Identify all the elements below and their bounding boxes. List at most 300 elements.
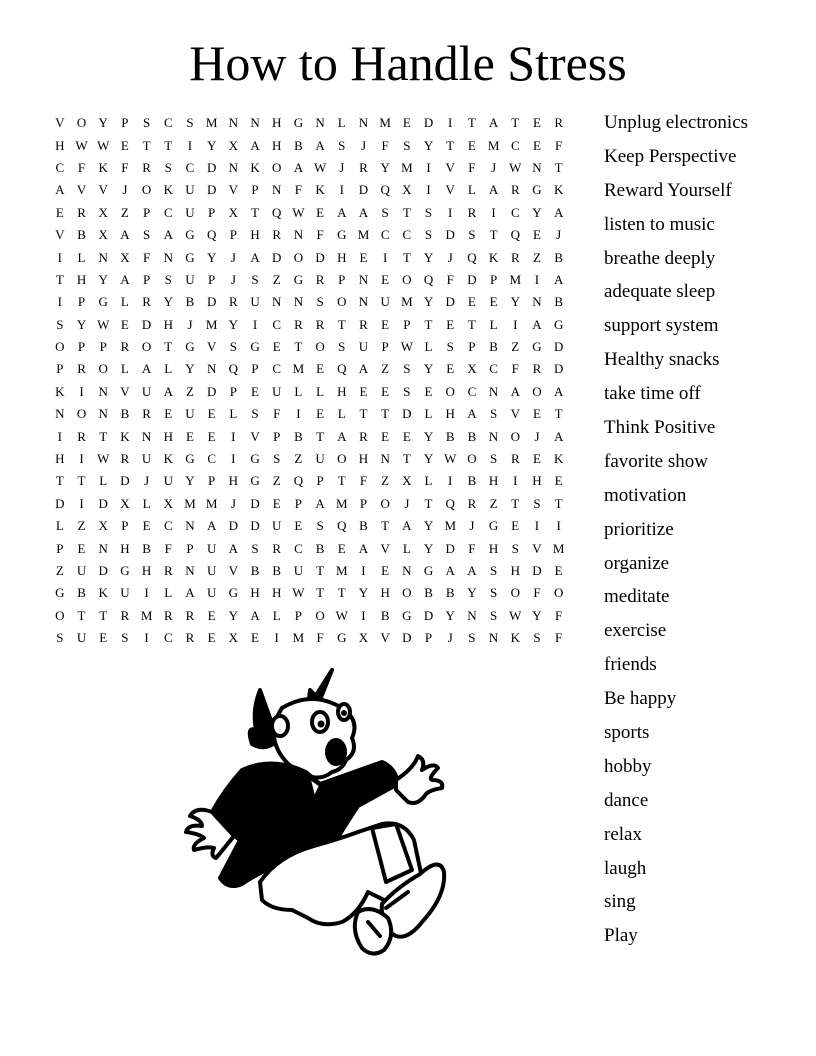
grid-letter: P xyxy=(251,361,259,377)
grid-letter: F xyxy=(381,137,389,153)
grid-letter: N xyxy=(163,249,173,265)
grid-letter: E xyxy=(381,563,390,578)
grid-letter: T xyxy=(446,137,455,153)
grid-letter: T xyxy=(402,204,411,220)
grid-letter: P xyxy=(56,361,64,377)
grid-letter: U xyxy=(380,294,390,310)
grid-letter: S xyxy=(533,495,541,511)
grid-letter: U xyxy=(206,563,217,578)
word-list-item: sing xyxy=(604,891,636,913)
grid-letter: P xyxy=(229,227,237,243)
grid-letter: V xyxy=(380,540,390,556)
grid-letter: Q xyxy=(445,495,455,511)
grid-row xyxy=(49,358,570,380)
grid-letter: J xyxy=(144,473,150,489)
grid-letter: R xyxy=(77,361,86,377)
grid-letter: D xyxy=(402,406,412,422)
grid-letter: F xyxy=(273,406,281,422)
grid-letter: A xyxy=(206,518,217,534)
grid-letter: C xyxy=(380,227,390,243)
grid-letter: M xyxy=(357,227,370,243)
grid-letter: N xyxy=(488,428,499,444)
grid-letter: R xyxy=(163,607,173,623)
grid-letter: B xyxy=(424,585,433,601)
grid-letter: N xyxy=(55,406,65,422)
grid-letter: W xyxy=(292,585,305,601)
grid-letter: F xyxy=(555,137,563,153)
grid-letter: C xyxy=(467,383,477,399)
grid-row xyxy=(49,605,570,627)
word-list-item: exercise xyxy=(604,620,667,642)
grid-letter: P xyxy=(381,339,389,355)
grid-letter: S xyxy=(251,271,259,287)
grid-letter: H xyxy=(510,563,520,578)
grid-letter: L xyxy=(120,294,129,310)
grid-letter: H xyxy=(445,406,455,422)
grid-letter: D xyxy=(98,495,108,511)
grid-letter: E xyxy=(381,271,390,287)
grid-letter: M xyxy=(552,540,565,556)
grid-letter: G xyxy=(250,451,260,467)
grid-letter: H xyxy=(163,316,173,332)
grid-letter: F xyxy=(121,159,129,175)
grid-letter: D xyxy=(206,159,217,175)
grid-letter: Z xyxy=(185,383,194,399)
grid-letter: K xyxy=(98,159,108,175)
grid-letter: H xyxy=(380,585,390,601)
grid-letter: B xyxy=(467,428,477,444)
grid-letter: A xyxy=(293,159,304,175)
grid-letter: N xyxy=(185,518,195,534)
grid-letter: E xyxy=(77,540,86,556)
grid-letter: D xyxy=(315,249,325,265)
grid-letter: E xyxy=(207,428,216,444)
grid-letter: R xyxy=(359,316,368,332)
grid-letter: J xyxy=(339,159,345,175)
grid-letter: I xyxy=(534,518,540,534)
grid-letter: E xyxy=(99,630,108,646)
grid-letter: N xyxy=(467,607,477,623)
grid-letter: L xyxy=(164,585,173,601)
grid-letter: K xyxy=(553,451,564,467)
grid-letter: U xyxy=(141,383,152,399)
grid-letter: N xyxy=(315,115,325,131)
grid-letter: B xyxy=(272,563,282,578)
grid-letter: N xyxy=(98,540,108,556)
grid-letter: S xyxy=(229,339,237,355)
grid-letter: S xyxy=(142,115,151,131)
grid-letter: L xyxy=(120,361,129,377)
grid-letter: B xyxy=(142,540,151,556)
grid-letter: V xyxy=(206,339,217,355)
grid-letter: B xyxy=(120,406,130,422)
grid-letter: B xyxy=(489,339,498,355)
grid-letter: D xyxy=(55,495,65,511)
grid-letter: E xyxy=(532,115,541,131)
grid-letter: P xyxy=(99,339,107,355)
grid-letter: G xyxy=(228,585,239,601)
grid-letter: R xyxy=(163,563,173,578)
grid-letter: L xyxy=(294,383,303,399)
grid-letter: F xyxy=(294,182,303,198)
grid-letter: H xyxy=(250,585,260,601)
grid-letter: A xyxy=(163,227,173,243)
grid-letter: V xyxy=(55,115,65,131)
grid-letter: N xyxy=(293,227,304,243)
grid-letter: M xyxy=(444,518,456,534)
grid-letter: A xyxy=(315,137,325,153)
grid-letter: N xyxy=(228,115,239,131)
grid-letter: E xyxy=(424,383,433,399)
grid-letter: O xyxy=(467,451,477,467)
word-list-item: Keep Perspective xyxy=(604,145,737,167)
grid-letter: R xyxy=(510,451,520,467)
grid-letter: H xyxy=(272,115,282,131)
grid-letter: T xyxy=(77,607,86,623)
grid-letter: I xyxy=(513,473,518,489)
grid-letter: G xyxy=(337,227,347,243)
grid-letter: C xyxy=(510,204,520,220)
grid-letter: E xyxy=(120,316,129,332)
grid-letter: I xyxy=(57,294,63,310)
grid-letter: Y xyxy=(423,294,434,310)
grid-letter: G xyxy=(532,182,542,198)
grid-letter: D xyxy=(445,540,455,556)
grid-letter: Y xyxy=(185,361,195,377)
grid-letter: H xyxy=(337,383,347,399)
grid-letter: S xyxy=(468,227,476,243)
grid-letter: E xyxy=(185,428,194,444)
word-list xyxy=(604,110,748,957)
grid-letter: R xyxy=(120,451,130,467)
grid-letter: T xyxy=(467,316,476,332)
grid-letter: H xyxy=(532,473,542,489)
grid-letter: Y xyxy=(423,428,434,444)
stressed-man-illustration xyxy=(182,660,457,960)
grid-row xyxy=(49,269,570,291)
grid-letter: B xyxy=(294,137,303,153)
grid-letter: O xyxy=(55,339,65,355)
grid-letter: L xyxy=(55,518,64,534)
grid-letter: A xyxy=(553,204,564,220)
word-list-item: take time off xyxy=(604,383,701,405)
grid-letter: H xyxy=(272,137,282,153)
grid-letter: R xyxy=(315,271,325,287)
grid-letter: E xyxy=(337,540,346,556)
grid-letter: Q xyxy=(272,204,282,220)
grid-letter: X xyxy=(120,249,130,265)
grid-letter: R xyxy=(272,227,282,243)
grid-letter: T xyxy=(424,316,433,332)
grid-letter: Z xyxy=(272,271,281,287)
grid-letter: I xyxy=(534,271,540,287)
grid-letter: Z xyxy=(77,518,86,534)
grid-letter: P xyxy=(56,540,64,556)
word-list-item: prioritize xyxy=(604,518,674,540)
grid-letter: R xyxy=(77,204,86,220)
grid-letter: L xyxy=(99,473,108,489)
grid-letter: D xyxy=(120,473,130,489)
grid-letter: E xyxy=(207,630,216,646)
grid-letter: F xyxy=(316,630,324,646)
grid-letter: D xyxy=(532,563,542,578)
grid-letter: Z xyxy=(55,563,64,578)
grid-letter: C xyxy=(163,630,173,646)
grid-letter: Q xyxy=(467,249,477,265)
grid-letter: E xyxy=(164,406,173,422)
grid-letter: M xyxy=(184,495,196,511)
grid-letter: P xyxy=(403,316,411,332)
grid-letter: V xyxy=(510,406,520,422)
grid-row xyxy=(49,246,570,268)
grid-letter: T xyxy=(402,451,411,467)
grid-letter: T xyxy=(467,115,476,131)
word-list-item: Healthy snacks xyxy=(604,349,720,371)
grid-letter: P xyxy=(359,495,368,511)
grid-letter: F xyxy=(468,540,476,556)
grid-letter: U xyxy=(272,518,282,534)
grid-letter: C xyxy=(163,204,173,220)
grid-letter: R xyxy=(77,428,86,444)
grid-letter: Z xyxy=(294,451,303,467)
grid-letter: G xyxy=(337,630,347,646)
grid-letter: L xyxy=(424,406,433,422)
grid-letter: W xyxy=(509,159,522,175)
grid-letter: L xyxy=(272,607,281,623)
grid-letter: Y xyxy=(98,115,108,131)
grid-letter: E xyxy=(532,227,541,243)
grid-letter: Q xyxy=(380,182,390,198)
grid-letter: I xyxy=(448,115,453,131)
word-list-item: organize xyxy=(604,552,670,574)
grid-letter: R xyxy=(142,294,151,310)
grid-letter: U xyxy=(272,383,282,399)
grid-letter: O xyxy=(293,249,304,265)
grid-letter: F xyxy=(555,630,563,646)
grid-letter: A xyxy=(337,204,347,220)
grid-letter: U xyxy=(250,294,260,310)
grid-letter: W xyxy=(509,607,522,623)
grid-letter: F xyxy=(77,159,86,175)
grid-letter: N xyxy=(98,406,108,422)
grid-letter: N xyxy=(532,294,542,310)
grid-letter: R xyxy=(120,607,130,623)
grid-letter: D xyxy=(98,563,108,578)
grid-letter: S xyxy=(164,159,172,175)
grid-letter: Z xyxy=(532,249,541,265)
grid-letter: Y xyxy=(76,316,87,332)
grid-letter: A xyxy=(141,361,152,377)
grid-letter: Q xyxy=(337,361,347,377)
grid-letter: E xyxy=(272,339,281,355)
word-list-item: dance xyxy=(604,789,649,811)
grid-letter: D xyxy=(250,495,260,511)
grid-letter: M xyxy=(379,115,391,131)
grid-letter: W xyxy=(97,451,110,467)
grid-letter: I xyxy=(339,182,344,198)
grid-letter: U xyxy=(185,204,195,220)
grid-letter: N xyxy=(228,159,239,175)
grid-letter: S xyxy=(424,204,433,220)
grid-letter: F xyxy=(468,159,476,175)
grid-letter: C xyxy=(207,451,216,467)
grid-letter: S xyxy=(489,607,498,623)
grid-letter: C xyxy=(163,115,173,131)
grid-letter: N xyxy=(488,383,499,399)
grid-letter: G xyxy=(185,451,195,467)
grid-letter: R xyxy=(532,361,542,377)
grid-letter: G xyxy=(293,271,304,287)
grid-letter: Z xyxy=(489,495,498,511)
grid-letter: O xyxy=(141,182,152,198)
grid-letter: R xyxy=(359,428,368,444)
grid-letter: N xyxy=(488,630,499,646)
grid-letter: C xyxy=(55,159,65,175)
grid-letter: N xyxy=(272,182,282,198)
grid-letter: J xyxy=(534,428,540,444)
grid-letter: W xyxy=(97,137,110,153)
word-list-item: laugh xyxy=(604,857,647,879)
grid-letter: E xyxy=(554,473,563,489)
grid-letter: H xyxy=(76,271,87,287)
grid-letter: H xyxy=(228,473,239,489)
grid-letter: Z xyxy=(381,473,390,489)
grid-letter: J xyxy=(447,249,453,265)
grid-letter: R xyxy=(510,182,520,198)
grid-letter: O xyxy=(76,406,87,422)
grid-letter: D xyxy=(467,271,477,287)
grid-letter: I xyxy=(144,585,149,601)
grid-letter: Y xyxy=(185,473,195,489)
grid-letter: J xyxy=(404,495,410,511)
grid-letter: P xyxy=(77,339,86,355)
grid-letter: K xyxy=(553,182,564,198)
grid-letter: V xyxy=(120,383,130,399)
grid-letter: P xyxy=(121,518,129,534)
grid-letter: U xyxy=(358,339,369,355)
grid-letter: B xyxy=(294,428,303,444)
grid-letter: H xyxy=(141,563,152,578)
page-title: How to Handle Stress xyxy=(189,35,627,91)
grid-letter: D xyxy=(445,294,455,310)
grid-letter: K xyxy=(163,451,173,467)
grid-letter: C xyxy=(294,540,303,556)
grid-letter: D xyxy=(141,316,152,332)
grid-letter: R xyxy=(272,540,282,556)
grid-letter: X xyxy=(402,182,412,198)
grid-row xyxy=(49,560,570,582)
grid-letter: G xyxy=(553,316,564,332)
grid-letter: J xyxy=(491,159,497,175)
grid-letter: Q xyxy=(206,227,217,243)
grid-letter: A xyxy=(228,540,239,556)
grid-letter: T xyxy=(424,495,433,511)
grid-letter: Y xyxy=(510,294,520,310)
grid-letter: U xyxy=(163,473,173,489)
grid-letter: I xyxy=(556,518,561,534)
word-list-item: motivation xyxy=(604,484,687,506)
grid-letter: S xyxy=(468,630,476,646)
word-list-item: Play xyxy=(604,925,638,947)
grid-letter: E xyxy=(489,294,498,310)
grid-letter: E xyxy=(294,518,303,534)
grid-letter: J xyxy=(230,271,236,287)
grid-letter: T xyxy=(554,495,563,511)
grid-letter: U xyxy=(206,540,217,556)
grid-letter: I xyxy=(57,249,63,265)
grid-letter: P xyxy=(208,473,216,489)
word-list-item: meditate xyxy=(604,586,670,608)
grid-letter: S xyxy=(489,585,498,601)
grid-letter: E xyxy=(446,361,455,377)
grid-letter: T xyxy=(164,339,173,355)
grid-letter: S xyxy=(56,316,64,332)
word-list-item: Think Positive xyxy=(604,417,716,439)
grid-letter: A xyxy=(532,316,542,332)
grid-letter: P xyxy=(186,540,194,556)
grid-letter: T xyxy=(316,428,325,444)
grid-row xyxy=(49,224,570,246)
grid-letter: F xyxy=(511,361,519,377)
grid-letter: U xyxy=(76,563,87,578)
grid-letter: P xyxy=(251,182,259,198)
grid-letter: A xyxy=(553,428,564,444)
grid-letter: Y xyxy=(423,137,434,153)
grid-letter: W xyxy=(97,316,110,332)
grid-letter: E xyxy=(402,428,411,444)
grid-letter: F xyxy=(316,227,324,243)
grid-letter: L xyxy=(467,182,476,198)
grid-letter: S xyxy=(489,406,498,422)
grid-letter: E xyxy=(207,607,216,623)
grid-letter: L xyxy=(142,495,151,511)
grid-letter: Y xyxy=(228,316,239,332)
grid-letter: G xyxy=(488,518,499,534)
grid-letter: Y xyxy=(423,540,434,556)
grid-row xyxy=(49,336,570,358)
grid-letter: D xyxy=(402,630,412,646)
grid-letter: K xyxy=(488,249,499,265)
grid-letter: E xyxy=(532,406,541,422)
grid-letter: O xyxy=(553,585,564,601)
grid-letter: K xyxy=(120,428,130,444)
word-list-item: hobby xyxy=(604,755,652,777)
stressed-man-falling-icon xyxy=(182,660,457,960)
grid-letter: V xyxy=(98,182,108,198)
grid-letter: O xyxy=(337,294,347,310)
grid-letter: M xyxy=(205,316,218,332)
grid-letter: X xyxy=(98,204,108,220)
grid-letter: V xyxy=(445,159,455,175)
grid-letter: Y xyxy=(467,585,477,601)
grid-letter: E xyxy=(554,563,563,578)
grid-letter: E xyxy=(316,406,325,422)
grid-letter: K xyxy=(163,182,173,198)
grid-letter: I xyxy=(448,204,453,220)
grid-letter: S xyxy=(533,630,541,646)
grid-letter: Q xyxy=(293,473,304,489)
grid-letter: M xyxy=(205,115,218,131)
grid-letter: I xyxy=(448,473,453,489)
grid-letter: Z xyxy=(381,361,390,377)
grid-letter: G xyxy=(55,585,65,601)
grid-letter: T xyxy=(381,518,390,534)
grid-letter: H xyxy=(120,540,130,556)
grid-letter: O xyxy=(337,451,347,467)
grid-letter: M xyxy=(292,630,305,646)
word-list-item: Unplug electronics xyxy=(604,112,749,133)
grid-letter: I xyxy=(252,316,258,332)
